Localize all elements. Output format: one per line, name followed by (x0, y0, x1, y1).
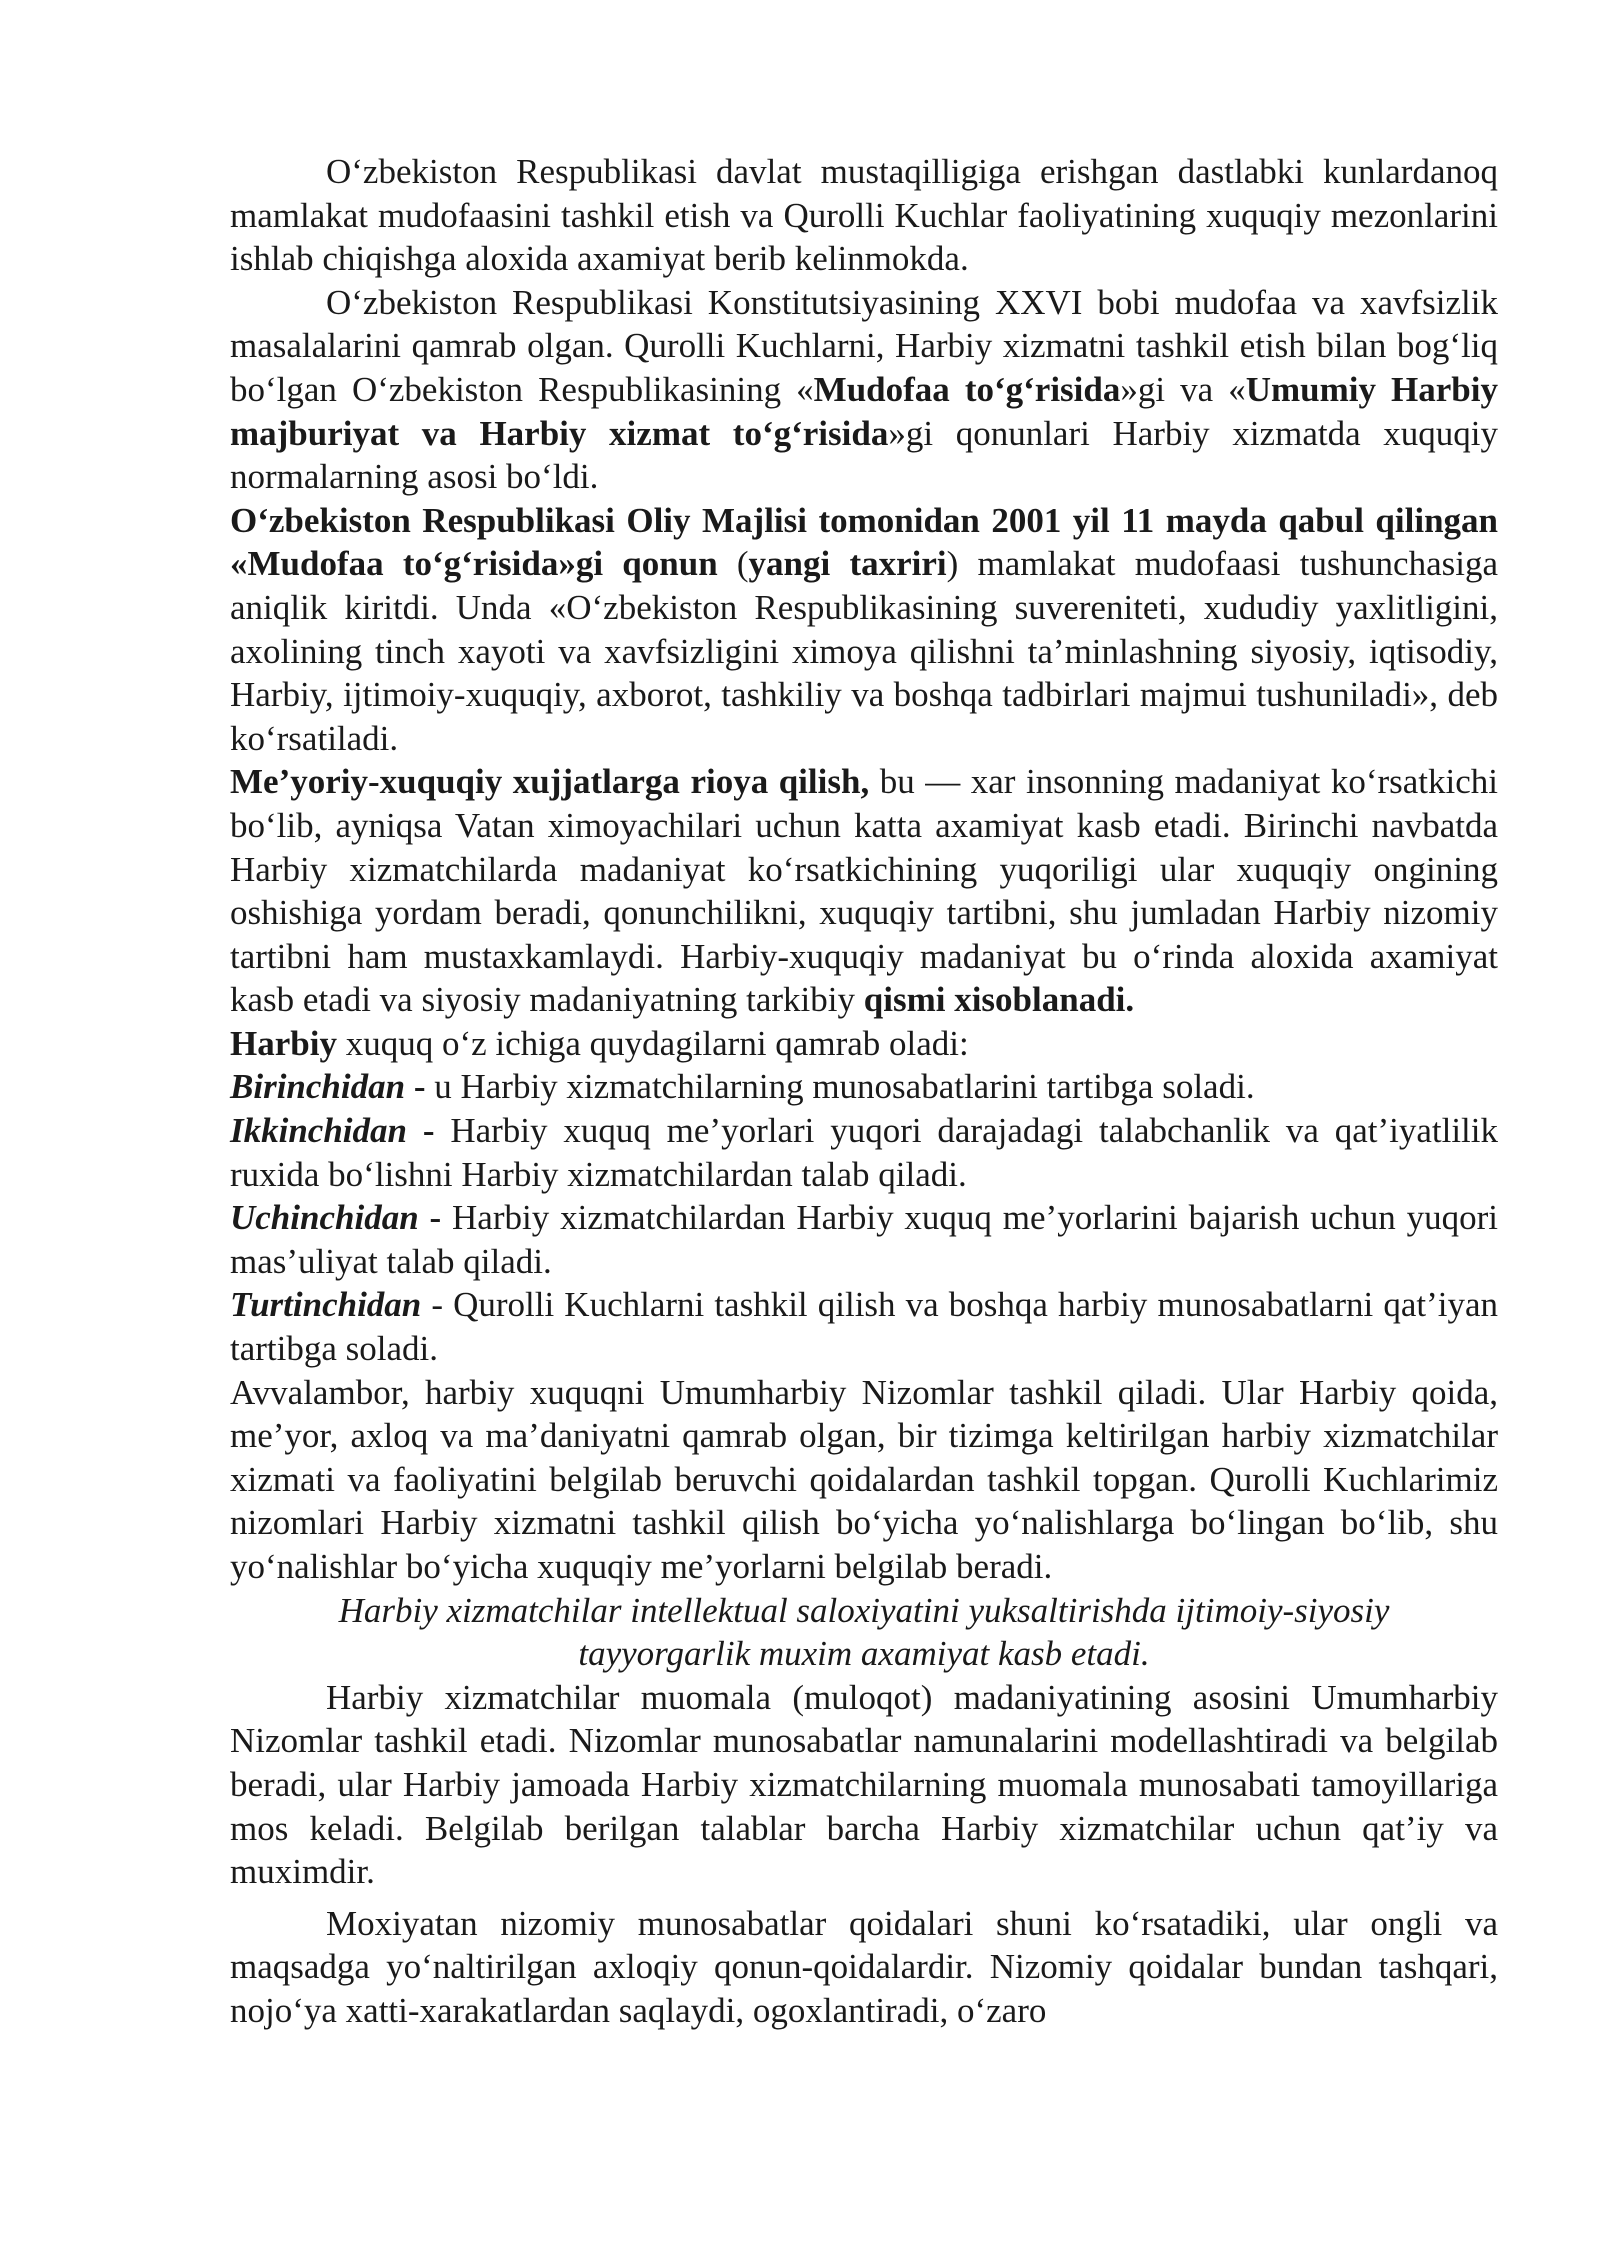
list-item-label: Birinchidan (230, 1067, 406, 1107)
text-span: »gi va « (1120, 369, 1246, 409)
paragraph-communication-culture: Harbiy xizmatchilar muomala (muloqot) madaniyatining asosini Umumharbiy Nizomlar tashkil etadi. Nizomlar munosabatlar namunalarini modellashtiradi va belgilab beradi, ular Harbiy jamoada Harbiy xizmatchilarning muomala munosabati tamoyillariga mos keladi. Belgilab berilgan talablar barcha Harbiy xizmatchilar uchun qat’iy va muximdir. (230, 1677, 1498, 1892)
list-item-label: Turtinchidan (230, 1285, 422, 1325)
paragraph-legal-compliance (230, 760, 1498, 1022)
paragraph-intro: O‘zbekiston Respublikasi davlat mustaqilligiga erishgan dastlabki kunlardanoq mamlakat mudofaasini tashkil etish va Qurolli Kuchlar faoliyatining xuquqiy mezonlarini ishlab chiqishga aloxida axamiyat berib kelinmokda. (230, 152, 1498, 279)
paragraph-military-law (230, 1022, 1498, 1066)
paragraph-regulatory-rules: Moxiyatan nizomiy munosabatlar qoidalari shuni ko‘rsatadiki, ular ongli va maqsadga yo‘naltirilgan axloqiy qonun-qoidalardir. Nizomiy qoidalar bundan tashqari, nojo‘ya xatti-xarakatlardan saqlaydi, ogoxlantiradi, o‘zaro (230, 1903, 1498, 2030)
list-item-dash: - (407, 1111, 435, 1151)
section-heading: Harbiy xizmatchilar intellektual saloxiyatini yuksaltirishda ijtimoiy-siyosiy tayyorgarlik muxim axamiyat kasb etadi. (338, 1590, 1390, 1674)
text-bold-ending: qismi xisoblanadi. (863, 980, 1135, 1020)
legal-compliance-term: Me’yoriy-xuquqiy xujjatlarga rioya qilish, (230, 762, 870, 802)
list-item-fourth (230, 1283, 1498, 1370)
list-item-dash: - (421, 1285, 444, 1325)
document-page (230, 150, 1498, 2033)
text-span: O‘zbekiston Respublikasi Konstitutsiyasining XXVI bobi mudofaa va xavfsizlik masalalarini qamrab olgan. Qurolli Kuchlarni, Harbiy xizmatni tashkil etish bilan bog‘liq bo‘lgan O‘zbekiston Respublikasining « (230, 282, 1498, 409)
list-item-text: u Harbiy xizmatchilarning munosabatlarini tartibga soladi. (425, 1067, 1255, 1107)
list-item-label: Uchinchidan (230, 1198, 419, 1238)
text-span: ) mamlakat mudofaasi tushunchasiga aniqlik kiritdi. Unda «O‘zbekiston Respublikasining suvereniteti, xududiy yaxlitligini, axolining tinch xayoti va xavfsizligini ximoya qilishni ta’minlashning siyosiy, iqtisodiy, Harbiy, ijtimoiy-xuquqiy, axborot, tashkiliy va boshqa tadbirlari majmui tushuniladi», deb ko‘rsatiladi. (230, 544, 1498, 758)
list-item-dash: - (405, 1067, 426, 1107)
paragraph-constitution (230, 281, 1498, 499)
list-item-text: Harbiy xuquq me’yorlari yuqori darajadagi talabchanlik va qat’iyatlilik ruxida bo‘lishni Harbiy xizmatchilardan talab qiladi. (230, 1111, 1498, 1194)
list-item-text: Qurolli Kuchlarni tashkil qilish va boshqa harbiy munosabatlarni qat’iyan tartibga soladi. (230, 1285, 1499, 1369)
list-item-first (230, 1065, 1498, 1109)
list-item-dash: - (418, 1198, 442, 1238)
list-item-second (230, 1109, 1498, 1196)
law-title-defense: Mudofaa to‘g‘risida (813, 369, 1121, 409)
military-term: Harbiy (230, 1023, 337, 1063)
new-edition-label: yangi taxriri (748, 544, 947, 584)
text-span: ( (717, 544, 749, 584)
paragraph-general-regulations: Avvalambor, harbiy xuquqni Umumharbiy Nizomlar tashkil qiladi. Ular Harbiy qoida, me’yor, axloq va ma’daniyatni qamrab olgan, bir tizimga keltirilgan harbiy xizmatchilar xizmati va faoliyatini belgilab beruvchi qoidalardan tashkil topgan. Qurolli Kuchlarimiz nizomlari Harbiy xizmatni tashkil qilish bo‘yicha yo‘nalishlarga bo‘lingan bo‘lib, shu yo‘nalishlar bo‘yicha xuquqiy me’yorlarni belgilab beradi. (230, 1372, 1498, 1586)
text-span: bu — xar insonning madaniyat ko‘rsatkichi bo‘lib, ayniqsa Vatan ximoyachilari uchun katta axamiyat kasb etadi. Birinchi navbatda Harbiy xizmatchilarda madaniyat ko‘rsatkichining yuqoriligi ular xuquqiy ongining oshishiga yordam beradi, qonunchilikni, xuquqiy tartibni, shu jumladan Harbiy nizomiy tartibni ham mustaxkamlaydi. Harbiy-xuquqiy madaniyat bu o‘rinda aloxida axamiyat kasb etadi va siyosiy madaniyatning tarkibiy (230, 762, 1498, 1020)
list-item-third (230, 1196, 1498, 1283)
text-span: »gi qonunlari Harbiy xizmatda xuquqiy normalarning asosi bo‘ldi. (230, 413, 1498, 497)
list-item-label: Ikkinchidan (230, 1111, 407, 1151)
law-title-military-service: Umumiy Harbiy majburiyat va Harbiy xizmat to‘g‘risida (230, 369, 1498, 453)
law-adoption-statement: O‘zbekiston Respublikasi Oliy Majlisi tomonidan 2001 yil 11 mayda qabul qilingan «Mudofaa to‘g‘risida»gi qonun (230, 500, 1498, 584)
list-item-text: Harbiy xizmatchilardan Harbiy xuquq me’yorlarini bajarish uchun yuqori mas’uliyat talab qiladi. (230, 1198, 1499, 1281)
text-span: xuquq o‘z ichiga quydagilarni qamrab oladi: (336, 1023, 969, 1063)
paragraph-law-2001 (230, 499, 1498, 761)
